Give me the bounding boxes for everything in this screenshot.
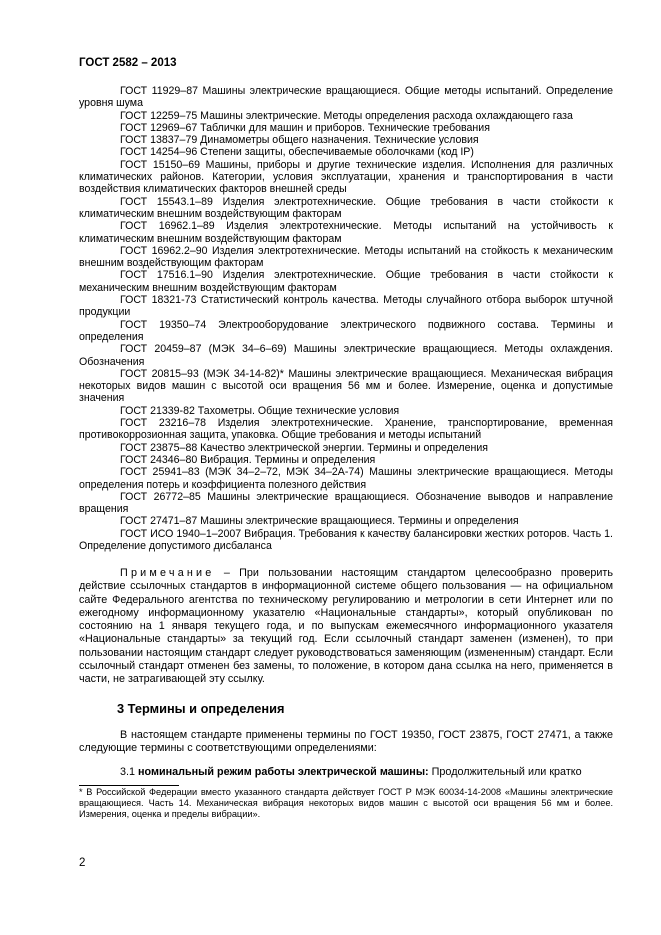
reference-item: ГОСТ 14254–96 Степени защиты, обеспечиваемые оболочками (код IP) (120, 146, 474, 159)
note-paragraph (79, 567, 613, 686)
reference-item: ГОСТ 19350–74 Электрооборудование электрического подвижного состава. Термины и определения (79, 318, 613, 343)
note-text: – При пользовании настоящим стандартом целесообразно проверить действие ссылочных стандартов в информационной системе общего пользования — на официальном сайте Федерального агентства по техническому регулированию и метрологии в сети Интернет или по ежегодному информационному указателю «Национальные стандарты», который опубликован по состоянию на 1 января текущего года, и по выпускам ежемесячного информационного указателя «Национальные стандарты» за текущий год. Если ссылочный стандарт заменен (изменен), то при пользовании настоящим стандарт следует руководствоваться заменяющим (измененным) стандарт. Если ссылочный стандарт отменен без замены, то положение, в котором дана ссылка на него, применяется в части, не затрагивающей эту ссылку. (79, 567, 613, 685)
reference-item: ГОСТ 20459–87 (МЭК 34–6–69) Машины электрические вращающиеся. Методы охлаждения. Обозначения (79, 343, 613, 368)
page-number: 2 (79, 857, 86, 869)
document-header: ГОСТ 2582 – 2013 (79, 57, 177, 69)
reference-item: ГОСТ 11929–87 Машины электрические вращающиеся. Общие методы испытаний. Определение уровня шума (79, 85, 613, 110)
reference-item: ГОСТ 26772–85 Машины электрические вращающиеся. Обозначение выводов и направление вращения (79, 490, 613, 516)
reference-item: ГОСТ 23875–88 Качество электрической энергии. Термины и определения (120, 441, 489, 454)
page-content (79, 85, 613, 820)
reference-item: ГОСТ 12259–75 Машины электрические. Методы определения расхода охлаждающего газа (120, 109, 573, 122)
term-definition (79, 766, 613, 779)
footnote-divider (79, 785, 179, 786)
reference-item: ГОСТ 15150–69 Машины, приборы и другие технические изделия. Исполнения для различных климатических районов. Категории, условия эксплуатации, хранения и транспортирования в части воздействия климатических факторов внешней среды (79, 158, 613, 196)
reference-item: ГОСТ 18321-73 Статистический контроль качества. Методы случайного отбора выборок штучной продукции (79, 294, 613, 319)
reference-item: ГОСТ 21339-82 Тахометры. Общие технические условия (120, 404, 400, 417)
reference-item: ГОСТ 24346–80 Вибрация. Термины и определения (120, 453, 376, 466)
reference-item: ГОСТ 23216–78 Изделия электротехнические. Хранение, транспортирование, временная противокоррозионная защита, упаковка. Общие требования и методы испытаний (79, 417, 613, 442)
reference-item: ГОСТ 25941–83 (МЭК 34–2–72, МЭК 34–2А-74) Машины электрические вращающиеся. Методы определения потерь и коэффициента полезного действия (79, 466, 613, 491)
reference-item: ГОСТ 20815–93 (МЭК 34-14-82)* Машины электрические вращающиеся. Механическая вибрация некоторых видов машин с высотой оси вращения 56 мм и более. Измерение, оценка и допустимые значения (79, 367, 613, 405)
reference-item: ГОСТ 13837–79 Динамометры общего назначения. Технические условия (120, 134, 479, 147)
note-label: Примечание (120, 567, 215, 580)
section-title: 3 Термины и определения (117, 701, 285, 717)
term-number: 3.1 (120, 765, 136, 778)
term-text: Продолжительный или кратко (431, 765, 582, 778)
footnote: * В Российской Федерации вместо указанного стандарта действует ГОСТ Р МЭК 60034-14-2008 «Машины электрические вращающиеся. Часть 14. Механическая вибрация некоторых видов машин с высотой оси вращения 56 мм и более. Измерения, оценка и пределы вибрации». (79, 786, 613, 820)
reference-item: ГОСТ 15543.1–89 Изделия электротехнические. Общие требования в части стойкости к климатическим внешним воздействующим факторам (79, 195, 613, 220)
term-name: номинальный режим работы электрической машины: (138, 765, 429, 778)
reference-item: ГОСТ 16962.1–89 Изделия электротехнические. Методы испытаний на устойчивость к климатическим внешним воздействующим факторам (79, 220, 613, 245)
reference-item: ГОСТ 27471–87 Машины электрические вращающиеся. Термины и определения (120, 515, 519, 528)
reference-item: ГОСТ 17516.1–90 Изделия электротехнические. Общие требования в части стойкости к механическим внешним воздействующим факторам (79, 269, 613, 294)
reference-item: ГОСТ 16962.2–90 Изделия электротехнические. Методы испытаний на стойкость к механическим внешним воздействующим факторам (79, 244, 613, 270)
reference-item: ГОСТ 12969–67 Таблички для машин и приборов. Технические требования (120, 121, 490, 134)
reference-item: ГОСТ ИСО 1940–1–2007 Вибрация. Требования к качеству балансировки жестких роторов. Часть 1. Определение допустимого дисбаланса (79, 527, 613, 552)
section-intro: В настоящем стандарте применены термины по ГОСТ 19350, ГОСТ 23875, ГОСТ 27471, а также следующие термины с соответствующими определениями: (79, 729, 613, 755)
reference-list (79, 85, 613, 552)
